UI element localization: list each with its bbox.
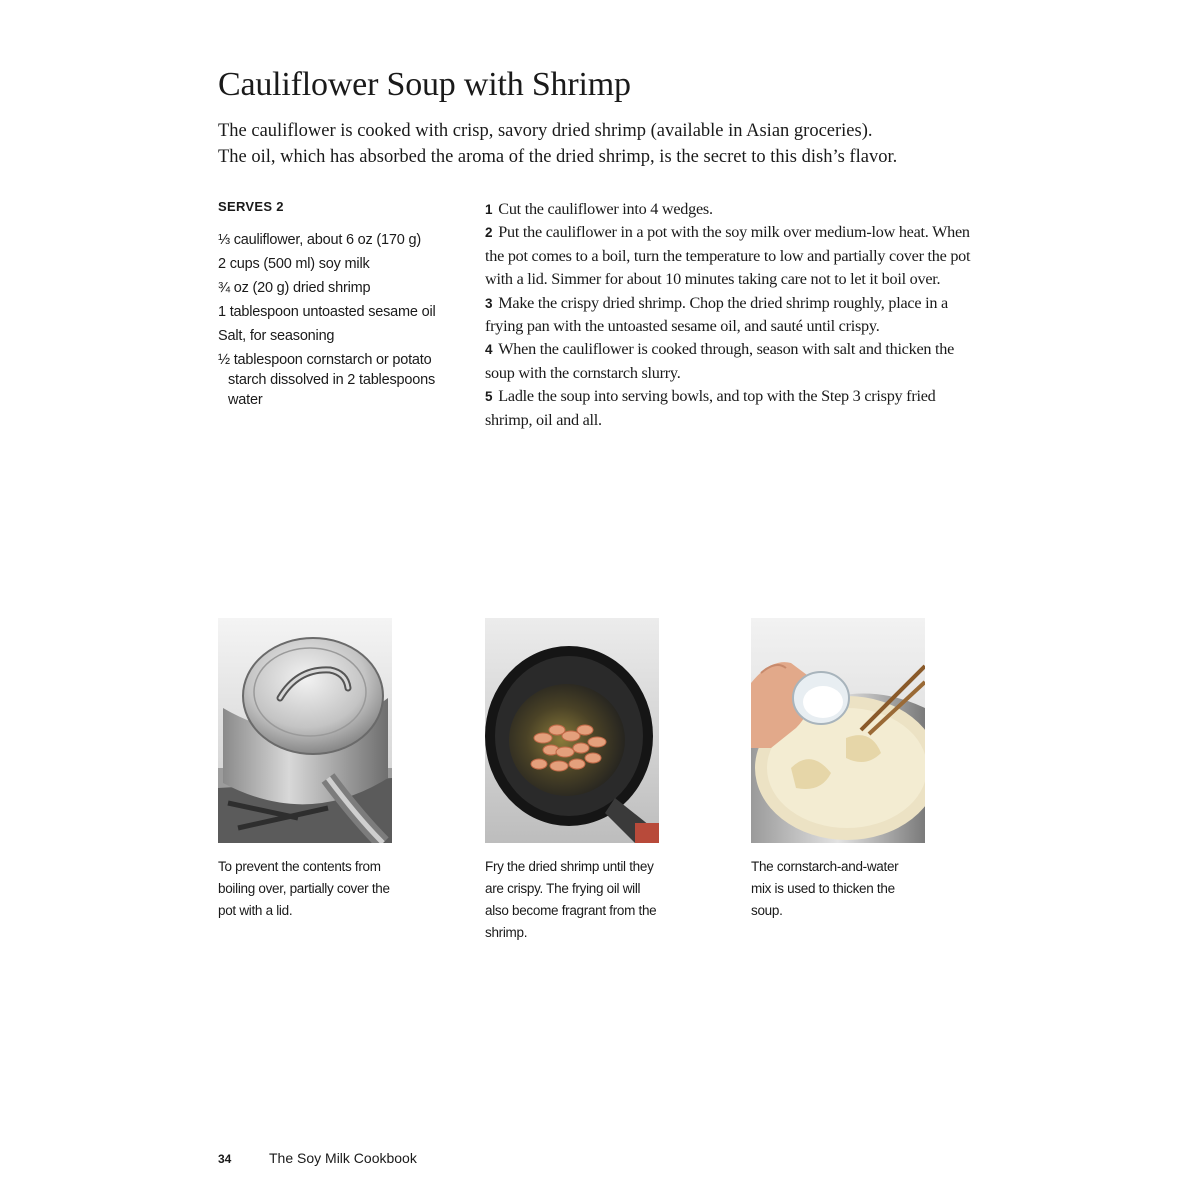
- ingredient-item: ½ tablespoon cornstarch or potato starch dissolved in 2 tablespoons water: [218, 352, 435, 408]
- ingredient-item: ¾ oz (20 g) dried shrimp: [218, 280, 371, 296]
- book-title: The Soy Milk Cookbook: [269, 1150, 417, 1166]
- step-number: 2: [485, 225, 493, 241]
- step-number: 5: [485, 389, 493, 405]
- step-number: 4: [485, 342, 493, 358]
- step-text: Make the crispy dried shrimp. Chop the dried shrimp roughly, place in a frying pan with the untoasted sesame oil, and sauté until crispy.: [485, 293, 948, 336]
- page-number: 34: [218, 1152, 232, 1166]
- photo-caption: Fry the dried shrimp until they are crispy. The frying oil will also become fragrant from the shrimp.: [485, 859, 657, 940]
- ingredient-item: ⅓ cauliflower, about 6 oz (170 g): [218, 232, 421, 248]
- step-item: [485, 292, 985, 339]
- intro-line: The cauliflower is cooked with crisp, savory dried shrimp (available in Asian groceries).: [218, 121, 873, 141]
- recipe-intro: [218, 118, 978, 170]
- step-text: Ladle the soup into serving bowls, and top with the Step 3 crispy fried shrimp, oil and all.: [485, 387, 936, 429]
- step-text: Put the cauliflower in a pot with the soy milk over medium-low heat. When the pot comes to a boil, turn the temperature to low and partially cover the pot with a lid. Simmer for about 10 minutes taking care not to let it boil over.: [485, 223, 971, 289]
- page-footer: [218, 1150, 417, 1166]
- step-text: When the cauliflower is cooked through, season with salt and thicken the soup with the cornstarch slurry.: [485, 340, 955, 382]
- step-item: [485, 198, 985, 221]
- ingredient-list: [218, 230, 448, 414]
- step-item: [485, 338, 985, 385]
- ingredient-item: Salt, for seasoning: [218, 328, 335, 344]
- step-text: Cut the cauliflower into 4 wedges.: [498, 200, 713, 218]
- step-item: [485, 385, 985, 432]
- covered-pot-photo: [218, 618, 392, 843]
- frying-shrimp-photo: [485, 618, 659, 843]
- step-number: 3: [485, 295, 493, 311]
- step-list: [485, 198, 985, 432]
- step-item: [485, 221, 985, 291]
- serves-label: SERVES 2: [218, 199, 284, 214]
- intro-line: The oil, which has absorbed the aroma of the dried shrimp, is the secret to this dish’s flavor.: [218, 147, 898, 167]
- cornstarch-mix-photo: [751, 618, 925, 843]
- ingredient-item: 2 cups (500 ml) soy milk: [218, 256, 370, 272]
- recipe-title: Cauliflower Soup with Shrimp: [218, 66, 631, 103]
- step-number: 1: [485, 202, 493, 217]
- photo-caption: The cornstarch-and-water mix is used to thicken the soup.: [751, 859, 899, 918]
- photo-caption: To prevent the contents from boiling over, partially cover the pot with a lid.: [218, 859, 390, 918]
- ingredient-item: 1 tablespoon untoasted sesame oil: [218, 304, 436, 320]
